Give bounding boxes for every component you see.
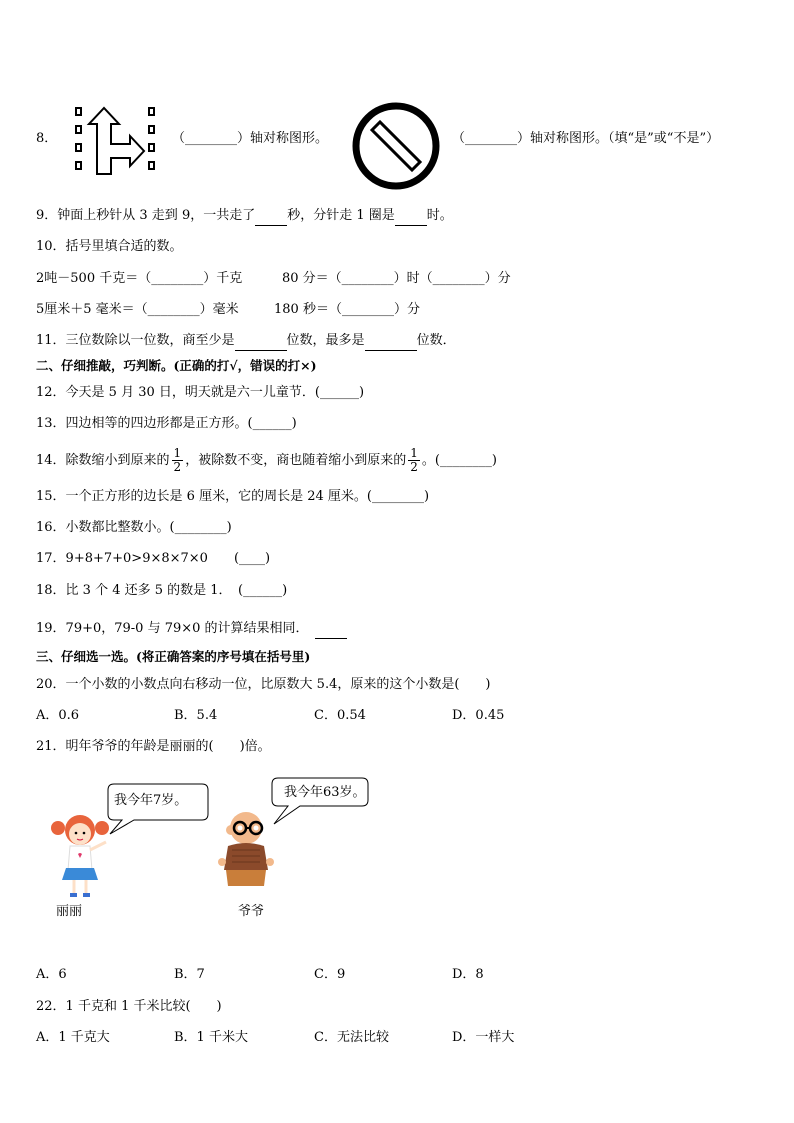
q17-text: 17．9+8+7+0>9×8×7×0 (____) bbox=[36, 551, 271, 566]
q11-text-a: 11．三位数除以一位数，商至少是 bbox=[36, 333, 235, 348]
q15-text: 15．一个正方形的边长是 6 厘米，它的周长是 24 厘米。(________) bbox=[36, 489, 430, 504]
q10-stem: 10．括号里填合适的数。 bbox=[36, 239, 183, 254]
q20-stem: 20．一个小数的小数点向右移动一位，比原数大 5.4，原来的这个小数是( ) bbox=[36, 677, 491, 692]
q10-row2-a: 5厘米＋5 毫米＝（________）毫米 bbox=[36, 302, 239, 317]
q9-line bbox=[36, 207, 453, 226]
q11-text-b: 位数，最多是 bbox=[286, 333, 365, 348]
q14-text-a: 14．除数缩小到原来的 bbox=[36, 453, 170, 468]
q10-row1-b: 80 分＝（________）时（________）分 bbox=[282, 271, 511, 286]
q22-option-b[interactable]: B．1 千米大 bbox=[174, 1030, 248, 1045]
q21-option-b[interactable]: B．7 bbox=[174, 967, 205, 982]
prohibition-sign-figure bbox=[350, 100, 442, 192]
q19-blank[interactable] bbox=[315, 620, 347, 639]
q8-number: 8． bbox=[36, 131, 58, 146]
grandpa-speech-text: 我今年63岁。 bbox=[284, 785, 366, 800]
q20-option-d[interactable]: D．0.45 bbox=[452, 708, 505, 723]
q16-text: 16．小数都比整数小。(________) bbox=[36, 520, 232, 535]
q14-line bbox=[36, 446, 497, 476]
q22-option-a[interactable]: A．1 千克大 bbox=[36, 1030, 110, 1045]
q14-fraction-1-numerator: 1 bbox=[173, 446, 182, 460]
q14-text-b: ，被除数不变，商也随着缩小到原来的 bbox=[185, 453, 407, 468]
section-3-heading: 三、仔细选一选。(将正确答案的序号填在括号里) bbox=[36, 649, 311, 664]
q21-option-d[interactable]: D．8 bbox=[452, 967, 484, 982]
q14-fraction-2 bbox=[408, 447, 420, 474]
q9-text-b: 秒，分针走 1 圈是 bbox=[287, 208, 395, 223]
q22-stem: 22．1 千克和 1 千米比较( ) bbox=[36, 999, 222, 1014]
q8-blank-1: （________）轴对称图形。 bbox=[172, 131, 329, 146]
section-2-heading: 二、仔细推敲，巧判断。(正确的打√，错误的打×) bbox=[36, 358, 317, 373]
q11-blank-1[interactable] bbox=[235, 332, 287, 351]
q21-illustration bbox=[40, 770, 380, 920]
q21-option-a[interactable]: A．6 bbox=[36, 967, 67, 982]
q19-text: 19．79+0，79-0 与 79×0 的计算结果相同． bbox=[36, 621, 309, 636]
q14-fraction-1-denominator: 2 bbox=[173, 460, 182, 474]
q13-text: 13．四边相等的四边形都是正方形。(______) bbox=[36, 416, 297, 431]
grandpa-name-label: 爷爷 bbox=[238, 904, 265, 919]
q21-stem: 21．明年爷爷的年龄是丽丽的( )倍。 bbox=[36, 739, 271, 754]
q9-blank-1[interactable] bbox=[255, 207, 287, 226]
q14-text-c: 。(________) bbox=[421, 453, 497, 468]
q10-row1-a: 2吨－500 千克＝（________）千克 bbox=[36, 271, 243, 286]
q20-option-a[interactable]: A．0.6 bbox=[36, 708, 80, 723]
q12-text: 12．今天是 5 月 30 日，明天就是六一儿童节．(______) bbox=[36, 385, 365, 400]
q19-line bbox=[36, 620, 347, 639]
q9-blank-2[interactable] bbox=[395, 207, 427, 226]
q22-option-d[interactable]: D．一样大 bbox=[452, 1030, 515, 1045]
q9-text-a: 9．钟面上秒针从 3 走到 9，一共走了 bbox=[36, 208, 256, 223]
q8-blank-2: （________）轴对称图形。（填“是”或“不是”） bbox=[452, 131, 720, 146]
q11-blank-2[interactable] bbox=[365, 332, 417, 351]
q14-fraction-1 bbox=[172, 447, 184, 474]
q11-line bbox=[36, 332, 456, 351]
q14-fraction-2-numerator: 1 bbox=[410, 446, 418, 460]
q18-text: 18．比 3 个 4 还多 5 的数是 1． (______) bbox=[36, 583, 288, 598]
q20-option-c[interactable]: C．0.54 bbox=[314, 708, 366, 723]
q20-option-b[interactable]: B．5.4 bbox=[174, 708, 218, 723]
girl-name-label: 丽丽 bbox=[56, 904, 83, 919]
q9-text-c: 时。 bbox=[426, 208, 453, 223]
q21-option-c[interactable]: C．9 bbox=[314, 967, 346, 982]
q14-fraction-2-denominator: 2 bbox=[410, 460, 418, 474]
q22-option-c[interactable]: C．无法比较 bbox=[314, 1030, 389, 1045]
arrow-figure bbox=[72, 104, 160, 176]
girl-speech-text: 我今年7岁。 bbox=[114, 793, 188, 808]
q11-text-c: 位数． bbox=[416, 333, 456, 348]
q10-row2-b: 180 秒＝（________）分 bbox=[274, 302, 420, 317]
